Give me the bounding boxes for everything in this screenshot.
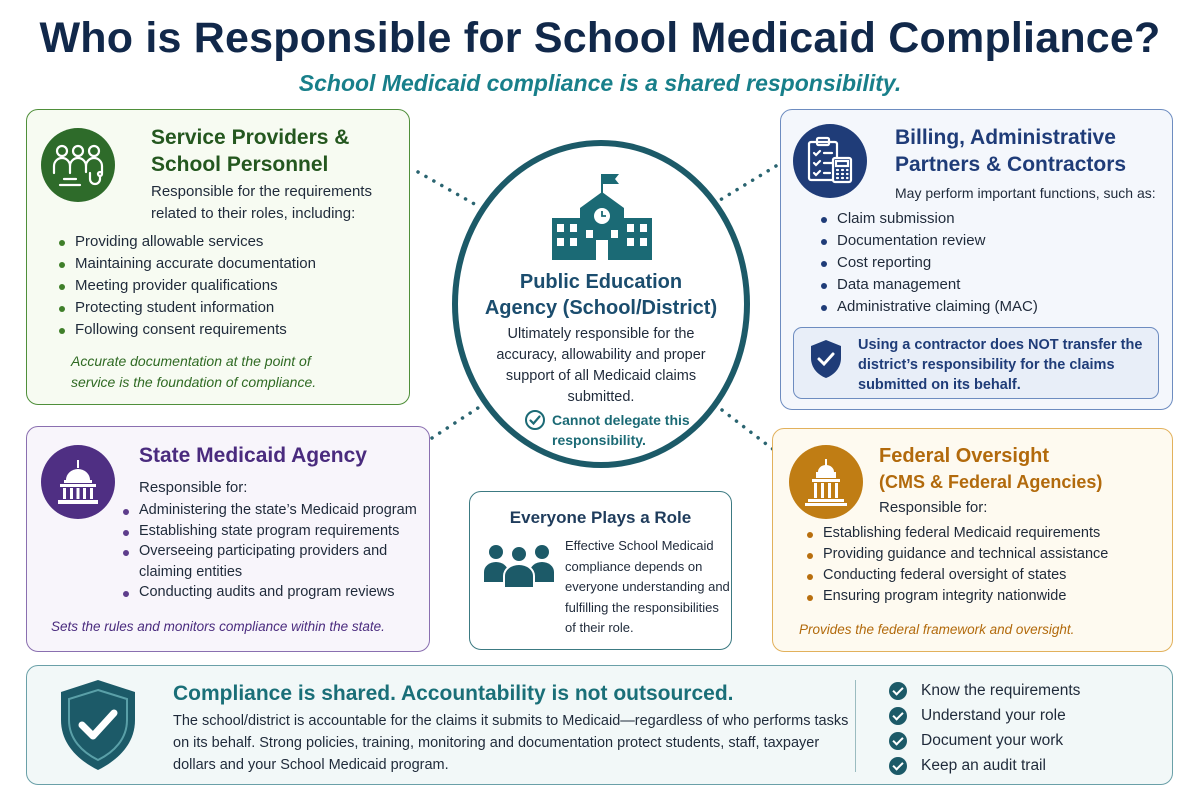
state-agency-intro: Responsible for: bbox=[139, 479, 248, 496]
state-agency-note: Sets the rules and monitors compliance within the state. bbox=[51, 619, 385, 634]
everyone-title: Everyone Plays a Role bbox=[509, 508, 692, 527]
list-item: Protecting student information bbox=[57, 297, 316, 319]
everyone-plays-role-card bbox=[469, 491, 732, 650]
cannot-delegate-note: Cannot delegate this responsibility. bbox=[552, 412, 690, 448]
federal-oversight-title: Federal Oversight (CMS & Federal Agencies) bbox=[879, 445, 1103, 492]
billing-partners-list bbox=[819, 208, 1038, 318]
list-item: Establishing state program requirements bbox=[121, 521, 417, 542]
page-subtitle: School Medicaid compliance is a shared responsibility. bbox=[298, 70, 902, 96]
banner-title: Compliance is shared. Accountability is not outsourced. bbox=[173, 682, 734, 705]
check-icon bbox=[889, 757, 907, 775]
list-item: Maintaining accurate documentation bbox=[57, 253, 316, 275]
people-stethoscope-icon bbox=[41, 128, 115, 202]
federal-capitol-icon bbox=[789, 445, 863, 519]
service-providers-intro: Responsible for the requirements related to their roles, including: bbox=[151, 183, 372, 222]
everyone-text: Effective School Medicaid compliance depends on everyone understanding and fulfilling the responsibilities of their role. bbox=[565, 538, 730, 635]
shield-check-icon bbox=[57, 678, 139, 779]
check-icon bbox=[889, 707, 907, 725]
list-item: Ensuring program integrity nationwide bbox=[805, 586, 1108, 607]
capitol-building-icon bbox=[41, 445, 115, 519]
billing-partners-title: Billing, Administrative Partners & Contractors bbox=[895, 126, 1127, 176]
service-providers-card bbox=[26, 109, 410, 405]
team-icon bbox=[484, 542, 554, 593]
billing-partners-intro: May perform important functions, such as: bbox=[895, 185, 1156, 201]
service-providers-note: Accurate documentation at the point of service is the foundation of compliance. bbox=[71, 353, 317, 390]
service-providers-title: Service Providers & School Personnel bbox=[151, 126, 350, 176]
federal-oversight-list bbox=[805, 523, 1108, 607]
check-icon bbox=[889, 732, 907, 750]
state-medicaid-agency-card bbox=[26, 426, 430, 652]
check-icon bbox=[889, 682, 907, 700]
shield-check-icon bbox=[808, 338, 844, 385]
list-item: Keep an audit trail bbox=[889, 753, 1080, 778]
list-item: Understand your role bbox=[889, 703, 1080, 728]
list-item: Document your work bbox=[889, 728, 1080, 753]
banner-divider bbox=[855, 680, 856, 772]
list-item: Administering the state’s Medicaid program bbox=[121, 500, 417, 521]
school-building-icon bbox=[550, 172, 654, 267]
check-circle-icon bbox=[524, 409, 546, 436]
list-item: Meeting provider qualifications bbox=[57, 275, 316, 297]
list-item: Conducting federal oversight of states bbox=[805, 565, 1108, 586]
banner-text: The school/district is accountable for the claims it submits to Medicaid—regardless of who performs tasks on its behalf. Strong policies, training, monitoring and documentation protect students, staff, taxpayer dollars and your School Medicaid program. bbox=[173, 713, 849, 773]
accountability-banner bbox=[26, 665, 1173, 785]
list-item: Establishing federal Medicaid requirements bbox=[805, 523, 1108, 544]
list-item: Claim submission bbox=[819, 208, 1038, 230]
center-description: Ultimately responsible for the accuracy, allowability and proper support of all Medicaid claims submitted. bbox=[496, 326, 706, 405]
banner-checklist bbox=[889, 678, 1080, 778]
federal-oversight-card bbox=[772, 428, 1173, 652]
clipboard-calculator-icon bbox=[793, 124, 867, 198]
list-item: Overseeing participating providers and claiming entities bbox=[121, 541, 417, 582]
state-agency-list bbox=[121, 500, 417, 603]
list-item: Administrative claiming (MAC) bbox=[819, 296, 1038, 318]
list-item: Following consent requirements bbox=[57, 319, 316, 341]
state-agency-title: State Medicaid Agency bbox=[139, 444, 367, 467]
list-item: Know the requirements bbox=[889, 678, 1080, 703]
contractor-callout bbox=[793, 327, 1159, 399]
list-item: Documentation review bbox=[819, 230, 1038, 252]
federal-oversight-intro: Responsible for: bbox=[879, 499, 988, 516]
list-item: Conducting audits and program reviews bbox=[121, 582, 417, 603]
service-providers-list bbox=[57, 231, 316, 341]
federal-oversight-note: Provides the federal framework and oversight. bbox=[799, 622, 1075, 637]
center-title: Public Education Agency (School/District) bbox=[484, 271, 718, 319]
list-item: Data management bbox=[819, 274, 1038, 296]
page-title: Who is Responsible for School Medicaid Compliance? bbox=[39, 14, 1161, 62]
list-item: Providing allowable services bbox=[57, 231, 316, 253]
list-item: Providing guidance and technical assistance bbox=[805, 544, 1108, 565]
contractor-callout-text: Using a contractor does NOT transfer the district’s responsibility for the claims submitted on its behalf. bbox=[858, 337, 1143, 393]
public-education-agency-circle bbox=[452, 140, 750, 468]
list-item: Cost reporting bbox=[819, 252, 1038, 274]
billing-partners-card bbox=[780, 109, 1173, 410]
